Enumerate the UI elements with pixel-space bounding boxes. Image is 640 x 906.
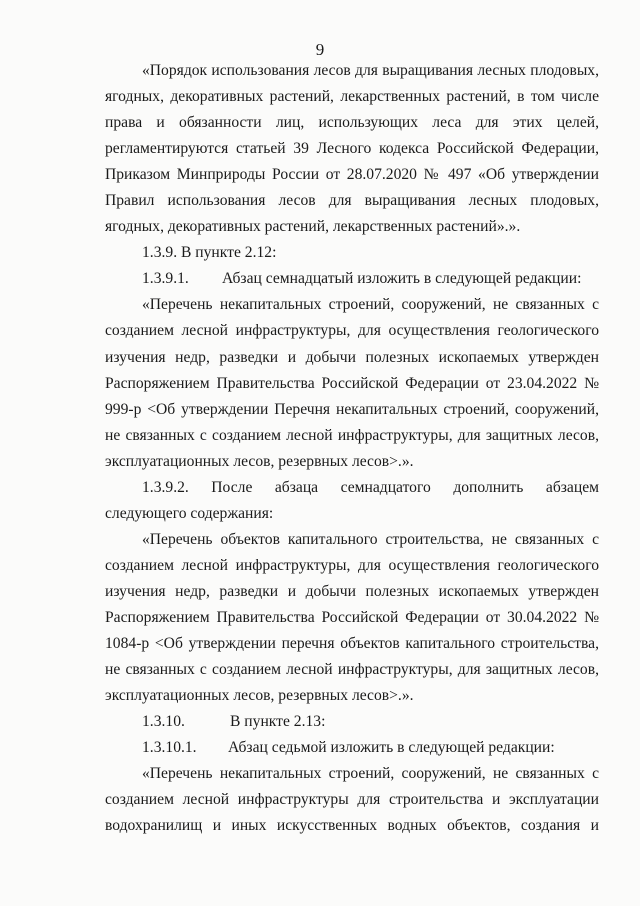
item-1-3-10-1	[105, 735, 599, 761]
item-1-3-9-2-word: дополнить	[453, 478, 524, 496]
item-1-3-9-2-continuation: следующего содержания:	[105, 504, 274, 522]
item-1-3-10-1-number: 1.3.10.1.	[142, 739, 197, 757]
item-1-3-9-1	[105, 266, 599, 292]
paragraph-non-capital-structures: «Перечень некапитальных строений, сооружений, не связанных с созданием лесной инфраструктуры, для осуществления геологического изучения недр, разведки и добычи полезных ископаемых утвержден Распоряжением Правительства Российской Федерации от 23.04.2022 № 999-р <Об утверждении Перечня некапитальных строений, сооружений, не связанных с созданием лесной инфраструктуры, для защитных лесов, эксплуатационных лесов, резервных лесов>.».	[105, 296, 599, 470]
item-1-3-9-2-word: 1.3.9.2.	[142, 478, 189, 496]
paragraph-capital-construction-objects: «Перечень объектов капитального строительства, не связанных с созданием лесной инфраструктуры, для осуществления геологического изучения недр, разведки и добычи полезных ископаемых утвержден Распоряжением Правительства Российской Федерации от 30.04.2022 № 1084-р <Об утверждении перечня объектов капитального строительства, не связанных с созданием лесной инфраструктуры, для защитных лесов, эксплуатационных лесов, резервных лесов>.».	[105, 530, 599, 705]
item-1-3-9	[105, 240, 599, 266]
paragraph-forest-use-order: «Порядок использования лесов для выращивания лесных плодовых, ягодных, декоративных растений, лекарственных растений, в том числе права и обязанности лиц, использующих леса для этих целей, регламентируются статьей 39 Лесного кодекса Российской Федерации, Приказом Минприроды России от 28.07.2020 № 497 «Об утверждении Правил использования лесов для выращивания лесных плодовых, ягодных, декоративных растений, лекарственных растений».».	[105, 62, 599, 236]
item-1-3-10-text: В пункте 2.13:	[230, 713, 326, 731]
item-1-3-9-2	[105, 475, 599, 501]
paragraph-reservoir-structures: «Перечень некапитальных строений, сооружений, не связанных с созданием лесной инфраструктуры для строительства и эксплуатации водохранилищ и иных искусственных водных объектов, создания и	[105, 765, 599, 835]
document-body	[105, 58, 599, 839]
item-1-3-10-number: 1.3.10.	[142, 713, 185, 731]
item-1-3-9-2-word: абзаца	[274, 478, 319, 496]
item-1-3-9-1-number: 1.3.9.1.	[142, 270, 189, 288]
item-1-3-9-text: 1.3.9. В пункте 2.12:	[142, 244, 277, 262]
item-1-3-10	[105, 709, 599, 735]
item-1-3-9-2-word: абзацем	[545, 478, 599, 496]
item-1-3-9-1-text: Абзац семнадцатый изложить в следующей редакции:	[222, 270, 582, 288]
item-1-3-9-2-word: После	[211, 478, 253, 496]
item-1-3-9-2-word: семнадцатого	[340, 478, 431, 496]
item-1-3-10-1-text: Абзац седьмой изложить в следующей редакции:	[228, 739, 555, 757]
page-number: 9	[315, 40, 325, 59]
